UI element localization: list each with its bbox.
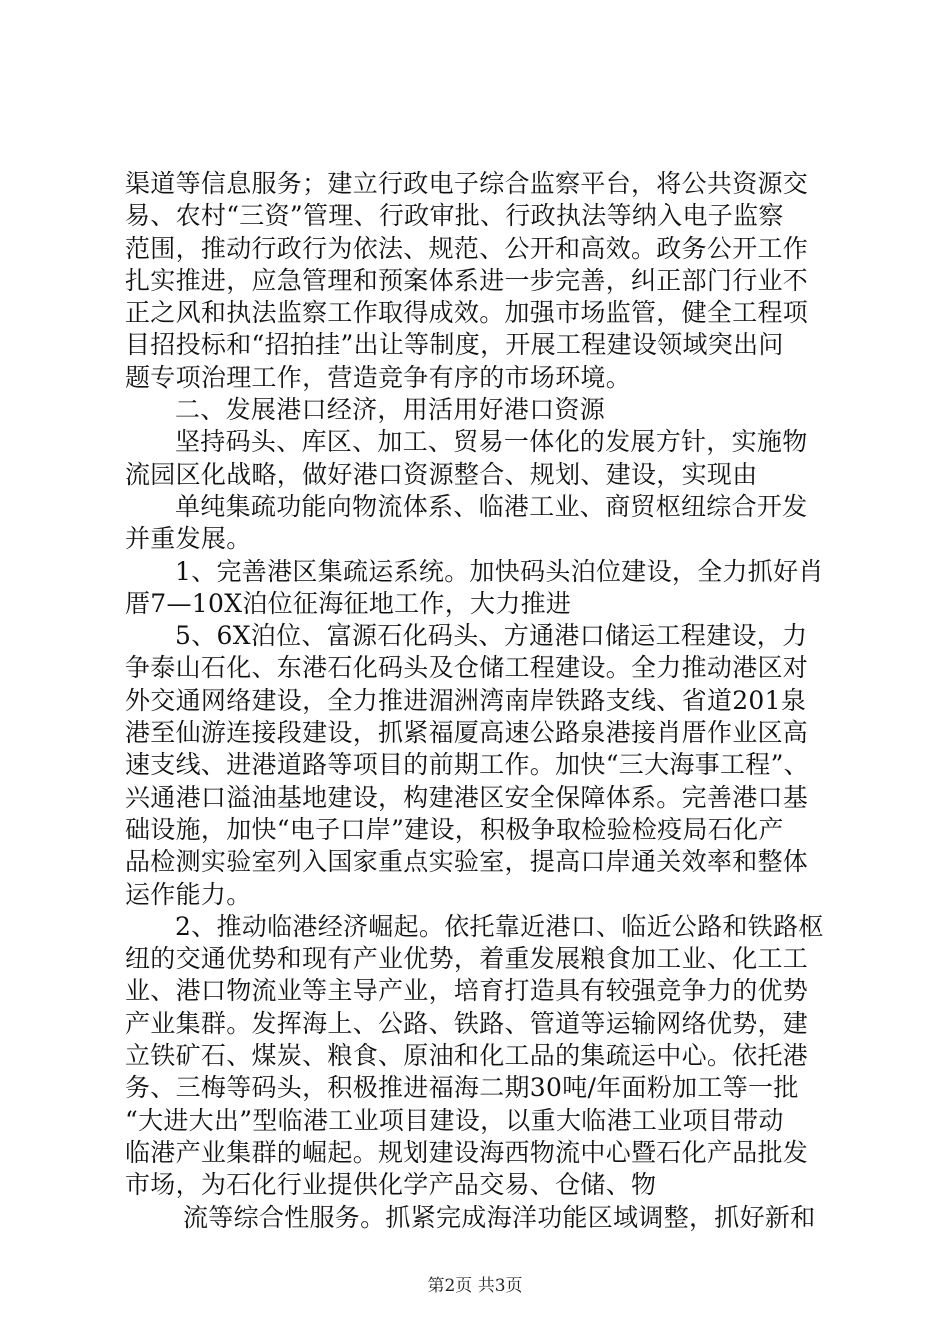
- page-footer: 第2页 共3页: [427, 1276, 523, 1296]
- text-line: 渠道等信息服务；建立行政电子综合监察平台，将公共资源交: [125, 169, 809, 198]
- text-line: 范围，推动行政行为依法、规范、公开和高效。政务公开工作: [125, 233, 809, 263]
- text-line: 产业集群。发挥海上、公路、铁路、管道等运输网络优势，建: [125, 1008, 809, 1038]
- text-line: 兴通港口溢油基地建设，构建港区安全保障体系。完善港口基: [125, 782, 809, 812]
- text-line: 坚持码头、库区、加工、贸易一体化的发展方针，实施物: [175, 427, 808, 457]
- text-line: 厝7—10X泊位征海征地工作，大力推进: [125, 588, 572, 618]
- text-line: 流等综合性服务。抓紧完成海洋功能区域调整，抓好新和: [183, 1202, 816, 1232]
- text-line: 题专项治理工作，营造竞争有序的市场环境。: [125, 362, 632, 392]
- section-heading: 二、发展港口经济，用活用好港口资源: [175, 395, 606, 425]
- text-line: 立铁矿石、煤炭、粮食、原油和化工品的集疏运中心。依托港: [125, 1041, 809, 1071]
- text-line: 外交通网络建设，全力推进湄洲湾南岸铁路支线、省道201泉: [125, 685, 807, 715]
- text-line: 流园区化战略，做好港口资源整合、规划、建设，实现由: [125, 459, 758, 489]
- text-line: 单纯集疏功能向物流体系、临港工业、商贸枢纽综合开发: [175, 491, 808, 521]
- text-line: 正之风和执法监察工作取得成效。加强市场监管，健全工程项: [125, 298, 809, 328]
- text-line: 纽的交通优势和现有产业优势，着重发展粮食加工业、化工工: [125, 944, 809, 974]
- text-line: 5、6X泊位、富源石化码头、方通港口储运工程建设，力: [175, 621, 808, 651]
- text-line: 2、推动临港经济崛起。依托靠近港口、临近公路和铁路枢: [175, 911, 824, 941]
- text-line: “大进大出”型临港工业项目建设，以重大临港工业项目带动: [125, 1105, 784, 1135]
- text-line: 速支线、进港道路等项目的前期工作。加快“三大海事工程”、: [125, 750, 809, 780]
- text-line: 并重发展。: [125, 524, 252, 554]
- text-line: 运作能力。: [125, 879, 252, 909]
- text-line: 品检测实验室列入国家重点实验室，提高口岸通关效率和整体: [125, 847, 809, 877]
- text-line: 扎实推进，应急管理和预案体系进一步完善，纠正部门行业不: [125, 265, 809, 295]
- text-line: 港至仙游连接段建设，抓紧福厦高速公路泉港接肖厝作业区高: [125, 718, 809, 748]
- text-line: 争泰山石化、东港石化码头及仓储工程建设。全力推动港区对: [125, 653, 809, 683]
- text-line: 目招投标和“招拍挂”出让等制度，开展工程建设领域突出问: [125, 330, 784, 360]
- text-line: 1、完善港区集疏运系统。加快码头泊位建设，全力抓好肖: [175, 556, 824, 586]
- text-line: 础设施，加快“电子口岸”建设，积极争取检验检疫局石化产: [125, 814, 784, 844]
- text-line: 临港产业集群的崛起。规划建设海西物流中心暨石化产品批发: [125, 1137, 809, 1167]
- text-line: 市场，为石化行业提供化学产品交易、仓储、物: [125, 1170, 657, 1200]
- text-line: 易、农村“三资”管理、行政审批、行政执法等纳入电子监察: [125, 201, 784, 231]
- text-line: 业、港口物流业等主导产业，培育打造具有较强竞争力的优势: [125, 976, 809, 1006]
- text-line: 务、三梅等码头，积极推进福海二期30吨/年面粉加工等一批: [125, 1073, 799, 1103]
- document-body: [125, 168, 830, 1234]
